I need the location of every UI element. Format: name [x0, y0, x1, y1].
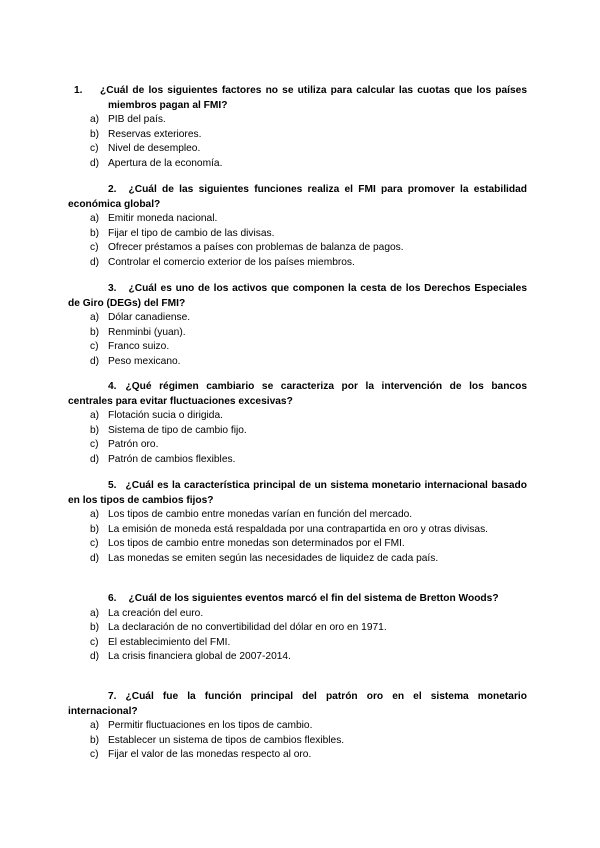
option-text: Los tipos de cambio entre monedas son determinados por el FMI.	[108, 538, 405, 550]
options-list	[68, 607, 527, 665]
question-stem	[68, 282, 527, 311]
option-d	[68, 650, 527, 665]
option-letter: c)	[90, 636, 99, 648]
options-list	[68, 311, 527, 369]
option-letter: c)	[90, 439, 99, 451]
option-letter: a)	[90, 720, 100, 732]
question-stem	[68, 690, 527, 719]
options-list	[68, 212, 527, 270]
options-list	[68, 719, 527, 763]
option-a	[68, 719, 527, 734]
option-d	[68, 256, 527, 271]
question-5	[68, 479, 527, 567]
question-number: 7.	[108, 691, 117, 702]
option-letter: c)	[90, 341, 99, 353]
option-c	[68, 636, 527, 651]
option-text: Dólar canadiense.	[108, 312, 191, 324]
option-a	[68, 607, 527, 622]
option-letter: a)	[90, 213, 100, 225]
question-text: ¿Cuál fue la función principal del patrón oro en el sistema monetario internacional?	[68, 691, 527, 717]
option-letter: b)	[90, 734, 100, 746]
option-letter: a)	[90, 509, 100, 521]
option-letter: d)	[90, 651, 100, 663]
question-number: 2.	[108, 184, 117, 195]
question-text: ¿Cuál es la característica principal de un sistema monetario internacional basado en los tipos de cambios fijos?	[68, 480, 527, 506]
option-text: Renminbi (yuan).	[108, 326, 186, 338]
option-text: Flotación sucia o dirigida.	[108, 410, 223, 422]
option-d	[68, 552, 527, 567]
option-letter: a)	[90, 607, 100, 619]
option-text: La creación del euro.	[108, 607, 204, 619]
option-text: Las monedas se emiten según las necesidades de liquidez de cada país.	[108, 552, 439, 564]
option-text: Fijar el tipo de cambio de las divisas.	[108, 227, 275, 239]
question-3	[68, 282, 527, 370]
option-a	[68, 311, 527, 326]
question-stem	[68, 479, 527, 508]
option-a	[68, 212, 527, 227]
option-text: Los tipos de cambio entre monedas varían en función del mercado.	[108, 509, 413, 521]
option-letter: b)	[90, 128, 100, 140]
option-d	[68, 157, 527, 172]
option-b	[68, 128, 527, 143]
option-d	[68, 355, 527, 370]
options-list	[68, 508, 527, 566]
option-text: Emitir moneda nacional.	[108, 213, 218, 225]
option-letter: c)	[90, 143, 99, 155]
question-text: ¿Cuál de los siguientes factores no se utiliza para calcular las cuotas que los países miembros pagan al FMI?	[100, 85, 527, 111]
option-b	[68, 424, 527, 439]
option-text: Patrón de cambios flexibles.	[108, 453, 236, 465]
option-letter: d)	[90, 453, 100, 465]
option-letter: a)	[90, 114, 100, 126]
option-text: Apertura de la economía.	[108, 157, 223, 169]
question-number: 6.	[108, 593, 117, 604]
question-1	[68, 84, 527, 172]
option-letter: a)	[90, 410, 100, 422]
question-number: 5.	[108, 480, 117, 491]
option-letter: d)	[90, 157, 100, 169]
options-list	[68, 409, 527, 467]
option-text: Ofrecer préstamos a países con problemas de balanza de pagos.	[108, 242, 404, 254]
question-number: 4.	[108, 381, 117, 392]
option-letter: b)	[90, 424, 100, 436]
option-a	[68, 113, 527, 128]
option-b	[68, 621, 527, 636]
option-c	[68, 241, 527, 256]
question-7	[68, 690, 527, 763]
question-text: ¿Cuál de las siguientes funciones realiza el FMI para promover la estabilidad económica global?	[68, 184, 527, 210]
option-letter: b)	[90, 326, 100, 338]
option-text: Establecer un sistema de tipos de cambios flexibles.	[108, 734, 345, 746]
option-text: Reservas exteriores.	[108, 128, 202, 140]
option-c	[68, 748, 527, 763]
option-text: La emisión de moneda está respaldada por una contrapartida en oro y otras divisas.	[108, 523, 488, 535]
option-text: Franco suizo.	[108, 341, 170, 353]
question-2	[68, 183, 527, 271]
options-list	[68, 113, 527, 171]
question-text: ¿Cuál de los siguientes eventos marcó el fin del sistema de Bretton Woods?	[128, 593, 499, 604]
option-letter: b)	[90, 523, 100, 535]
question-stem	[68, 592, 527, 607]
option-letter: c)	[90, 749, 99, 761]
question-stem: 1. ¿Cuál de los siguientes factores no se utiliza para calcular las cuotas que los países miembros pagan al FMI?	[74, 85, 527, 111]
option-text: Nivel de desempleo.	[108, 143, 201, 155]
option-b	[68, 523, 527, 538]
option-letter: b)	[90, 622, 100, 634]
option-letter: c)	[90, 242, 99, 254]
option-c	[68, 142, 527, 157]
option-text: La declaración de no convertibilidad del dólar en oro en 1971.	[108, 622, 387, 634]
option-c	[68, 537, 527, 552]
option-letter: c)	[90, 538, 99, 550]
question-text: ¿Cuál es uno de los activos que componen la cesta de los Derechos Especiales de Giro (DEGs) del FMI?	[68, 283, 527, 309]
option-text: PIB del país.	[108, 114, 166, 126]
question-stem	[68, 380, 527, 409]
question-4	[68, 380, 527, 468]
question-stem	[68, 183, 527, 212]
option-b	[68, 227, 527, 242]
option-letter: d)	[90, 552, 100, 564]
option-b	[68, 734, 527, 749]
option-a	[68, 409, 527, 424]
option-letter: b)	[90, 227, 100, 239]
question-6	[68, 592, 527, 665]
option-text: Peso mexicano.	[108, 355, 181, 367]
option-text: El establecimiento del FMI.	[108, 636, 231, 648]
option-d	[68, 453, 527, 468]
option-c	[68, 340, 527, 355]
option-text: Controlar el comercio exterior de los países miembros.	[108, 256, 355, 268]
option-a	[68, 508, 527, 523]
option-text: Permitir fluctuaciones en los tipos de cambio.	[108, 720, 313, 732]
question-text: ¿Qué régimen cambiario se caracteriza por la intervención de los bancos centrales para evitar fluctuaciones excesivas?	[68, 381, 527, 407]
option-b	[68, 326, 527, 341]
option-text: La crisis financiera global de 2007-2014.	[108, 651, 291, 663]
option-letter: d)	[90, 355, 100, 367]
option-text: Sistema de tipo de cambio fijo.	[108, 424, 247, 436]
option-text: Patrón oro.	[108, 439, 159, 451]
option-letter: d)	[90, 256, 100, 268]
option-c	[68, 438, 527, 453]
option-letter: a)	[90, 312, 100, 324]
option-text: Fijar el valor de las monedas respecto al oro.	[108, 749, 312, 761]
question-number: 3.	[108, 283, 117, 294]
